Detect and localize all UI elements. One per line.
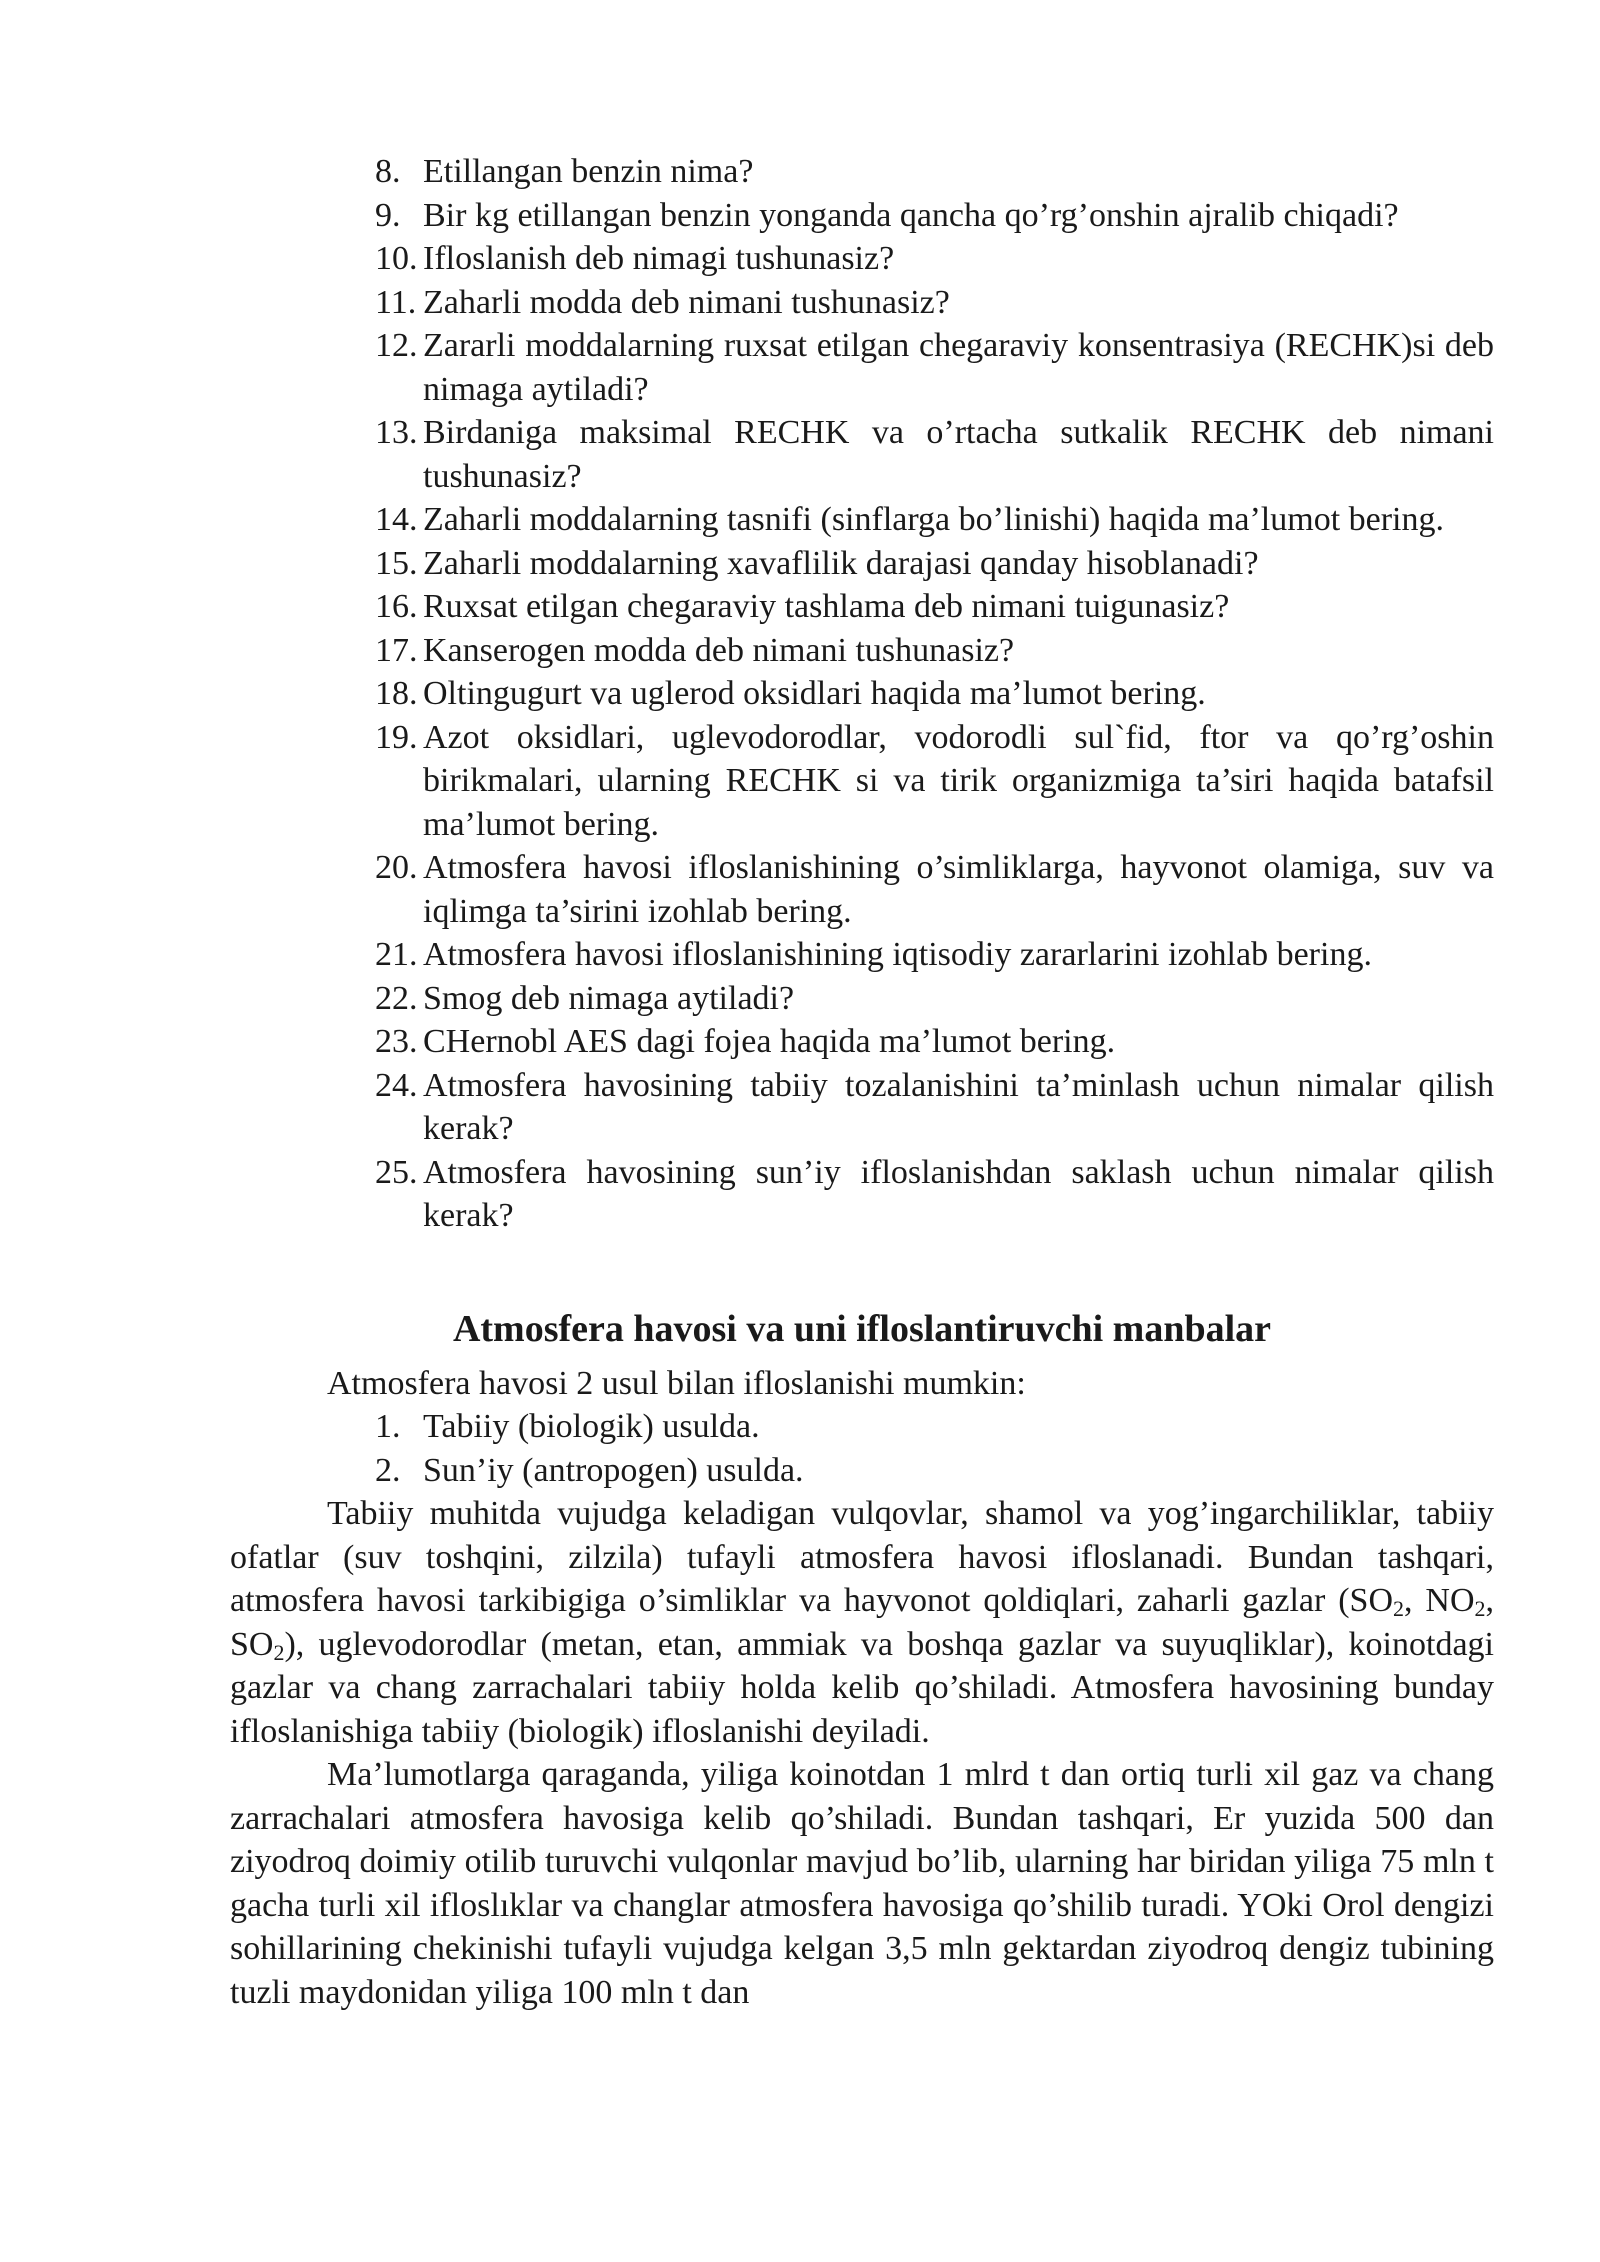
list-number: 9. [375,196,401,234]
list-number: 2. [375,1451,401,1489]
list-item [375,411,1494,498]
list-item [375,237,1494,281]
paragraph-text: ), uglevodorodlar (metan, etan, ammiak va boshqa gazlar va suyuqliklar), koinotdagi gazlar va chang zarrachalari tabiiy holda kelib qo’shiladi. Atmosfera havosining bunday ifloslanishiga tabiiy (biologik) ifloslanishi deyiladi. [230,1625,1494,1750]
list-item [375,1449,1494,1493]
paragraph-text: , NO [1404,1582,1475,1619]
list-text: Kanserogen modda deb nimani tushunasiz? [423,631,1015,669]
question-list [375,150,1494,1238]
list-item [375,585,1494,629]
list-item [375,324,1494,411]
list-item [375,977,1494,1021]
list-number: 13. [375,414,418,451]
list-number: 12. [375,327,418,364]
list-text: Atmosfera havosi ifloslanishining iqtisodiy zararlarini izohlab bering. [423,936,1372,973]
list-number: 8. [375,153,401,190]
list-item [375,1064,1494,1151]
list-number: 10. [375,240,418,277]
paragraph-text: Tabiiy muhitda vujudga keladigan vulqovlar, shamol va yog’ingarchiliklar, tabiiy ofatlar (suv toshqini, zilzila) tufayli atmosfera havosi ifloslanadi. Bundan tashqari, atmosfera havosi tarkibigiga o’simliklar va hayvonot qoldiqlari, zaharli gazlar (SO [230,1495,1494,1619]
list-number: 20. [375,849,418,886]
list-item [375,194,1494,238]
list-number: 23. [375,1023,418,1060]
list-text: Ifloslanish deb nimagi tushunasiz? [423,240,895,277]
list-item [375,629,1494,673]
paragraph-statistics: Ma’lumotlarga qaraganda, yiliga koinotdan 1 mlrd t dan ortiq turli xil gaz va chang zarrachalari atmosfera havosiga kelib qo’shiladi. Bundan tashqari, Er yuzida 500 dan ziyodroq doimiy otilib turuvchi vulqonlar mavjud bo’lib, ularning har biridan yiliga 75 mln t gacha turli xil ifloslıklar va changlar atmosfera havosiga qo’shilib turadi. YOki Orol dengizi sohillarining chekinishi tufayli vujudga kelgan 3,5 mln gektardan ziyodroq dengiz tubining tuzli maydonidan yiliga 100 mln t dan [230,1756,1494,2011]
list-item [375,933,1494,977]
list-number: 25. [375,1153,418,1191]
list-text: Sun’iy (antropogen) usulda. [423,1451,804,1489]
list-item [375,846,1494,933]
list-number: 22. [375,979,418,1017]
list-number: 19. [375,718,418,756]
document-page [230,150,1494,2014]
list-item [375,1020,1494,1064]
list-text: Ruxsat etilgan chegaraviy tashlama deb nimani tuigunasiz? [423,588,1230,625]
subscript: 2 [1474,1596,1486,1621]
list-text: CHernobl AES dagi fojea haqida ma’lumot bering. [423,1023,1116,1060]
list-number: 11. [375,283,417,321]
paragraph-text: , SO [230,1582,1495,1663]
list-text: Zararli moddalarning ruxsat etilgan chegaraviy konsentrasiya (RECHK)si deb nimaga aytiladi? [423,327,1494,408]
subscript: 2 [273,1639,285,1665]
list-text: Bir kg etillangan benzin yonganda qancha qo’rg’onshin ajralib chiqadi? [423,196,1399,234]
list-text: Atmosfera havosi ifloslanishining o’simliklarga, hayvonot olamiga, suv va iqlimga ta’sirini izohlab bering. [423,849,1494,930]
list-item [375,1405,1494,1449]
list-number: 1. [375,1408,401,1445]
subscript: 2 [1393,1596,1405,1621]
list-text: Zaharli moddalarning tasnifi (sinflarga bo’linishi) haqida ma’lumot bering. [423,501,1444,538]
list-number: 18. [375,675,418,712]
list-number: 16. [375,588,418,625]
list-text: Atmosfera havosining tabiiy tozalanishini ta’minlash uchun nimalar qilish kerak? [423,1066,1494,1147]
list-text: Etillangan benzin nima? [423,153,754,190]
section-lead: Atmosfera havosi 2 usul bilan ifloslanishi mumkin: [327,1364,1026,1402]
list-item [375,672,1494,716]
list-text: Smog deb nimaga aytiladi? [423,979,795,1017]
list-number: 24. [375,1066,418,1104]
list-text: Azot oksidlari, uglevodorodlar, vodorodli sul`fid, ftor va qo’rg’oshin birikmalari, ularning RECHK si va tirik organizmiga ta’siri haqida batafsil ma’lumot bering. [423,718,1494,843]
list-text: Tabiiy (biologik) usulda. [423,1408,760,1445]
list-item [375,150,1494,194]
list-text: Oltingugurt va uglerod oksidlari haqida ma’lumot bering. [423,675,1206,712]
list-number: 14. [375,501,418,538]
list-item [375,542,1494,586]
list-item [375,281,1494,325]
list-number: 17. [375,631,418,669]
list-text: Birdaniga maksimal RECHK va o’rtacha sutkalik RECHK deb nimani tushunasiz? [423,414,1494,495]
method-list [375,1405,1494,1492]
list-item [375,1151,1494,1238]
list-text: Atmosfera havosining sun’iy ifloslanishdan saklash uchun nimalar qilish kerak? [423,1153,1494,1234]
list-number: 15. [375,544,418,582]
list-item [375,716,1494,847]
list-number: 21. [375,936,418,973]
paragraph-natural-pollution [230,1492,1494,1753]
list-text: Zaharli modda deb nimani tushunasiz? [423,283,950,321]
list-item [375,498,1494,542]
list-text: Zaharli moddalarning xavaflilik darajasi qanday hisoblanadi? [423,544,1259,582]
section-heading: Atmosfera havosi va uni ifloslantiruvchi manbalar [452,1307,1272,1350]
